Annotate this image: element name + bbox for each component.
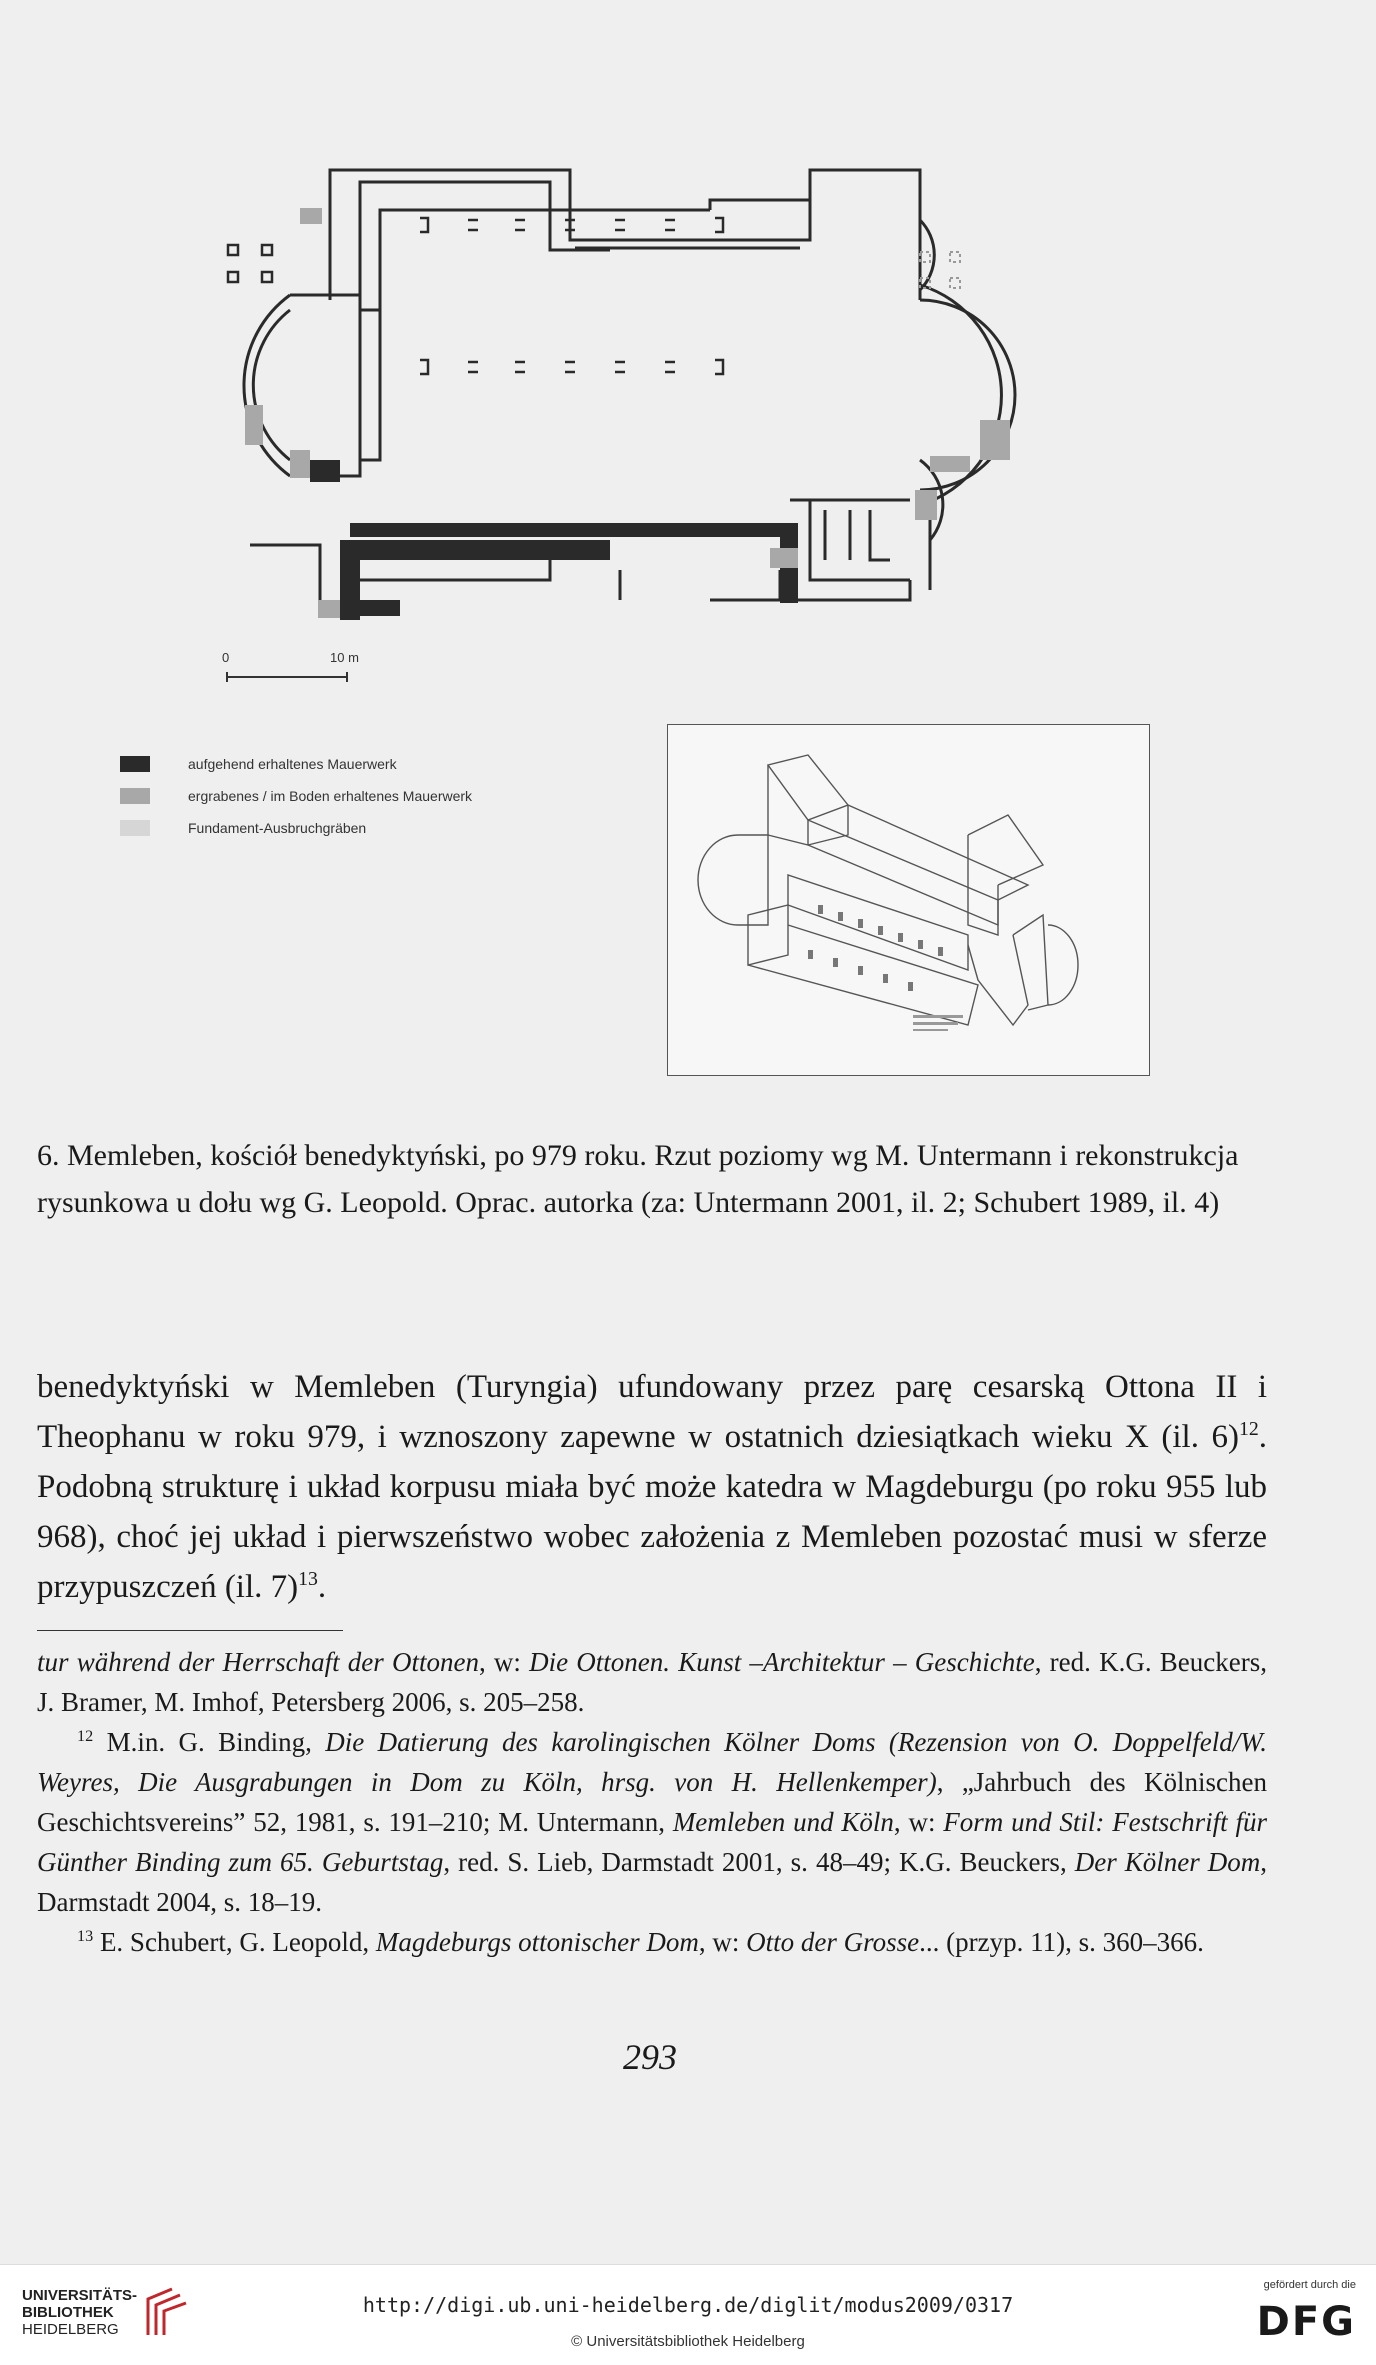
body-text-part: benedyktyński w Memleben (Turyngia) ufundowany przez parę cesarską Ottona II i Theophanu w roku 979, i wznoszony zapewne w ostatnich dziesiątkach wieku X (il. 6) [37, 1369, 1267, 1455]
footnote-number: 12 [77, 1727, 94, 1745]
footnote-segment: M.in. G. Binding, [93, 1727, 326, 1757]
legend-item [120, 812, 472, 844]
footnote-12 [37, 1722, 1267, 1922]
footnote-segment: Die Datierung des karolingischen Kölner Doms (Rezension von O. Doppelfeld/W. Weyres, Die Ausgrabungen in Dom zu Köln, hrsg. von H. Hellenkemper) [37, 1727, 1267, 1797]
dfg-logo[interactable]: DFG [1256, 2299, 1356, 2345]
footnote-segment: tur während der Herrschaft der Ottonen [37, 1647, 479, 1677]
legend-item [120, 748, 472, 780]
footnote-13 [37, 1922, 1267, 1962]
figure-caption: 6. Memleben, kościół benedyktyński, po 979 roku. Rzut poziomy wg M. Untermann i rekonstrukcja rysunkowa u dołu wg G. Leopold. Oprac. autorka (za: Untermann 2001, il. 2; Schubert 1989, il. 4) [37, 1139, 1239, 1219]
scale-label-zero: 0 [222, 650, 230, 665]
footnote-segment: , w: [478, 1647, 530, 1677]
permalink-url[interactable]: http://digi.ub.uni-heidelberg.de/diglit/modus2009/0317 [362, 2293, 1014, 2317]
ground-plan-figure [210, 160, 1230, 680]
scale-label-ten: 10 m [330, 650, 359, 665]
copyright-notice: © Universitätsbibliothek Heidelberg [571, 2333, 805, 2350]
footnote-segment: Otto der Grosse [746, 1927, 920, 1957]
footnote-segment: ... (przyp. 11), s. 360–366. [919, 1927, 1204, 1957]
footnote-number: 13 [77, 1927, 94, 1945]
footnote-ref-12[interactable]: 12 [1238, 1418, 1259, 1440]
body-text-part: . [317, 1569, 327, 1605]
scale-bar [218, 668, 358, 688]
footnote-segment: , w: [698, 1927, 747, 1957]
footer-bar [0, 2264, 1376, 2365]
footnote-segment: Form und Stil: Festschrift für Günther Binding zum 65. Geburtstag [37, 1807, 1267, 1877]
body-paragraph [37, 1362, 1267, 1612]
footnote-segment: Memleben und Köln [672, 1807, 894, 1837]
legend-label: aufgehend erhaltenes Mauerwerk [188, 756, 397, 772]
legend-swatch-foundation [120, 820, 150, 836]
legend-label: ergrabenes / im Boden erhaltenes Mauerwerk [188, 788, 473, 804]
footnote-continuation [37, 1642, 1267, 1722]
reconstruction-drawing [668, 725, 1149, 1075]
footnote-segment: , red. S. Lieb, Darmstadt 2001, s. 48–49; K.G. Beuckers, [443, 1847, 1075, 1877]
library-name-line: BIBLIOTHEK [22, 2304, 114, 2321]
footnote-segment: Magdeburgs ottonischer Dom [375, 1927, 699, 1957]
footnote-segment: Die Ottonen. Kunst –Architektur – Geschichte [529, 1647, 1035, 1677]
footnote-segment: , w: [893, 1807, 944, 1837]
legend-swatch-excavated [120, 788, 150, 804]
page-number: 293 [623, 2037, 677, 2077]
footnote-segment: Der Kölner Dom [1074, 1847, 1261, 1877]
figure-legend [120, 748, 472, 844]
footnote-divider [37, 1630, 343, 1631]
legend-item [120, 780, 472, 812]
legend-label: Fundament-Ausbruchgräben [188, 820, 367, 836]
footnote-segment: , Darmstadt 2004, s. 18–19. [37, 1847, 1267, 1917]
footnote-ref-13[interactable]: 13 [298, 1568, 318, 1590]
footnote-segment: E. Schubert, G. Leopold, [93, 1927, 376, 1957]
footnotes [37, 1642, 1267, 1962]
body-text-part: . Podobną strukturę i układ korpusu miała być może katedra w Magdeburgu (po roku 955 lub 968), choć jej układ i pierwszeństwo wobec założenia z Memleben pozostać musi w sferze przypuszczeń (il. 7) [37, 1419, 1267, 1605]
footnote-segment: , „Jahrbuch des Kölnischen Geschichtsvereins” 52, 1981, s. 191–210; M. Untermann, [37, 1767, 1267, 1837]
reconstruction-figure [667, 724, 1150, 1076]
library-name-line: UNIVERSITÄTS- [22, 2287, 138, 2304]
funder-label: gefördert durch die [1263, 2279, 1356, 2291]
library-name-line: HEIDELBERG [22, 2321, 119, 2338]
footnote-segment: , red. K.G. Beuckers, J. Bramer, M. Imhof, Petersberg 2006, s. 205–258. [37, 1647, 1268, 1717]
legend-swatch-standing [120, 756, 150, 772]
